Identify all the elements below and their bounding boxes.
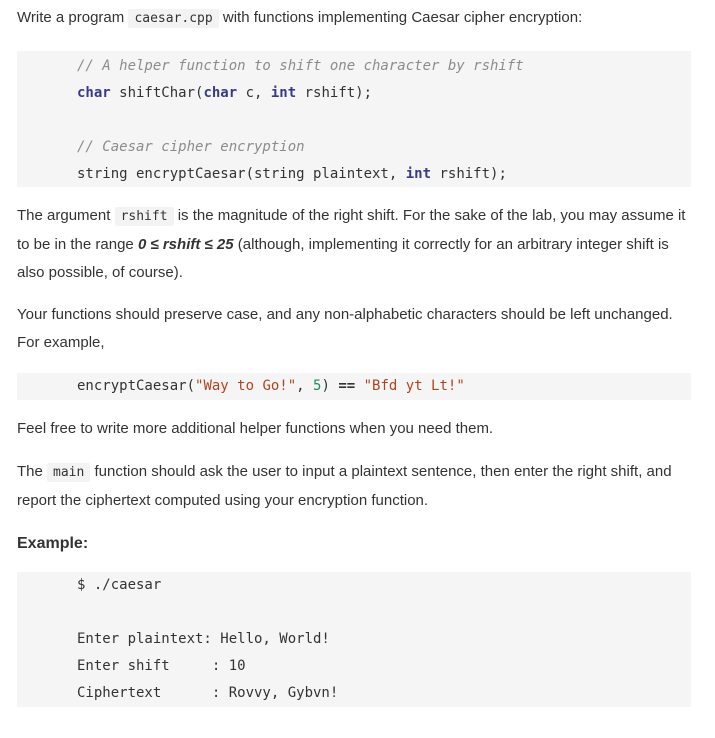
keyword-char: char xyxy=(77,85,111,101)
terminal-output-line: Enter shift : 10 xyxy=(77,658,246,674)
encrypt-comment: // Caesar cipher encryption xyxy=(77,139,305,155)
string-literal: "Bfd yt Lt!" xyxy=(363,378,465,394)
terminal-command: $ ./caesar xyxy=(77,577,162,593)
terminal-output-line: Enter plaintext: Hello, World! xyxy=(77,631,330,647)
code-text: ) xyxy=(321,378,339,394)
argument-text: The argument xyxy=(17,207,111,224)
filename-code: caesar.cpp xyxy=(128,9,218,28)
example-code-block xyxy=(17,373,691,400)
code-text: rshift); xyxy=(296,85,373,101)
code-text: shiftChar( xyxy=(110,85,204,101)
main-text: function should ask the user to input a plaintext sentence, then enter the right shift, and report the ciphertext computed using your encryption function. xyxy=(17,463,672,509)
keyword-char: char xyxy=(203,85,238,101)
terminal-output-line: Ciphertext : Rovvy, Gybvn! xyxy=(77,685,339,701)
main-code: main xyxy=(47,463,90,482)
case-paragraph: Your functions should preserve case, and any non-alphabetic characters should be left unchanged. For example, xyxy=(17,306,673,351)
example-heading: Example: xyxy=(17,535,89,552)
code-text: rshift); xyxy=(431,166,507,182)
intro-paragraph xyxy=(17,0,691,33)
string-literal: "Way to Go!" xyxy=(195,378,297,394)
range-expression: 0 ≤ rshift ≤ 25 xyxy=(137,236,234,253)
function-declarations-code-block xyxy=(17,51,691,187)
code-text: string encryptCaesar(string plaintext, xyxy=(77,166,406,182)
helpers-paragraph: Feel free to write more additional helper functions when you need them. xyxy=(17,420,494,437)
code-text: c, xyxy=(237,85,271,101)
intro-text-before: Write a program xyxy=(17,9,125,26)
helper-comment: // A helper function to shift one character by rshift xyxy=(77,58,524,74)
equality-operator: == xyxy=(338,378,356,394)
main-text: The xyxy=(17,463,43,480)
keyword-int: int xyxy=(270,85,297,101)
keyword-int: int xyxy=(405,166,432,182)
argument-paragraph xyxy=(17,202,691,287)
number-literal: 5 xyxy=(313,378,322,394)
main-paragraph xyxy=(17,458,691,515)
code-text: , xyxy=(296,378,314,394)
argument-text: is the magnitude of the right shift. For the sake of the lab, you may assume it to be in the range xyxy=(17,207,686,253)
intro-text-after: with functions implementing Caesar cipher encryption: xyxy=(222,9,583,26)
terminal-example-block xyxy=(17,572,691,707)
rshift-code: rshift xyxy=(115,207,174,226)
code-text: encryptCaesar( xyxy=(77,378,196,394)
argument-text: (although, implementing it correctly for an arbitrary integer shift is also possible, of course). xyxy=(17,236,669,281)
